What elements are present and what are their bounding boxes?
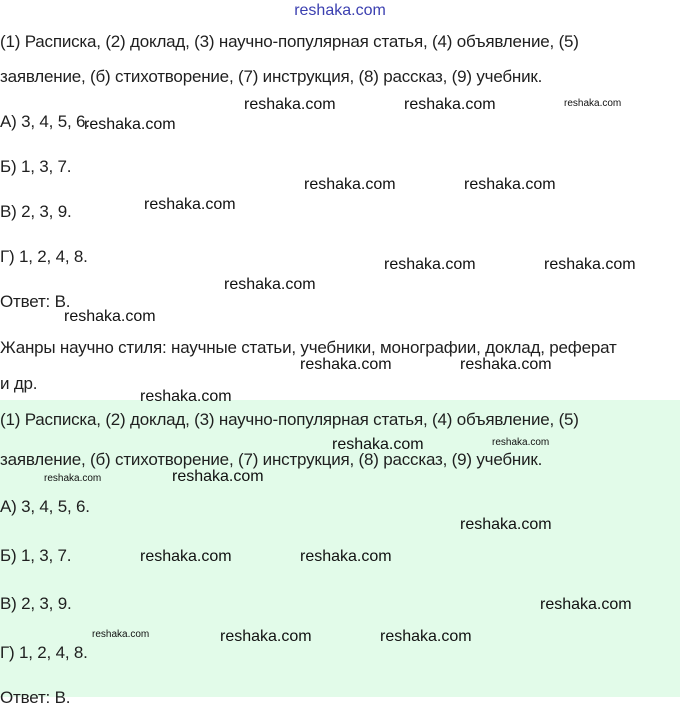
answer-text: Ответ: В.: [0, 292, 71, 311]
watermark: reshaka.com: [224, 276, 316, 293]
watermark: reshaka.com: [44, 473, 102, 484]
explanation-line-1: Жанры научно стиля: научные статьи, учебники, монографии, доклад, реферат: [0, 338, 617, 357]
watermark: reshaka.com: [304, 176, 396, 193]
answer-option-b: Б) 1, 3, 7.: [0, 157, 72, 176]
watermark: reshaka.com: [300, 356, 392, 373]
watermark: reshaka.com: [460, 356, 552, 373]
watermark: reshaka.com: [92, 629, 150, 640]
watermark: reshaka.com: [140, 548, 232, 565]
watermark: reshaka.com: [244, 96, 336, 113]
watermark: reshaka.com: [464, 176, 556, 193]
watermark: reshaka.com: [492, 437, 550, 448]
answer-option-c: В) 2, 3, 9.: [0, 202, 72, 221]
watermark: reshaka.com: [404, 96, 496, 113]
watermark: reshaka.com: [140, 388, 232, 405]
answer-option-d: Г) 1, 2, 4, 8.: [0, 643, 88, 662]
watermark: reshaka.com: [300, 548, 392, 565]
watermark: reshaka.com: [564, 98, 622, 109]
watermark: reshaka.com: [332, 436, 424, 453]
text-options-line-2: заявление, (б) стихотворение, (7) инструкция, (8) рассказ, (9) учебник.: [0, 67, 543, 86]
watermark: reshaka.com: [84, 116, 176, 133]
answer-option-a: А) 3, 4, 5, 6.: [0, 112, 90, 131]
text-options-line-2: заявление, (б) стихотворение, (7) инструкция, (8) рассказ, (9) учебник.: [0, 450, 543, 469]
watermark: reshaka.com: [544, 256, 636, 273]
watermark: reshaka.com: [380, 628, 472, 645]
text-options-line-1: (1) Расписка, (2) доклад, (3) научно-популярная статья, (4) объявление, (5): [0, 32, 579, 51]
text-options-line-1: (1) Расписка, (2) доклад, (3) научно-популярная статья, (4) объявление, (5): [0, 410, 579, 429]
watermark: reshaka.com: [460, 516, 552, 533]
watermark: reshaka.com: [144, 196, 236, 213]
answer-option-b: Б) 1, 3, 7.: [0, 546, 72, 565]
answer-option-d: Г) 1, 2, 4, 8.: [0, 247, 88, 266]
watermark: reshaka.com: [540, 596, 632, 613]
answer-text-partial: Ответ: В.: [0, 688, 71, 707]
watermark: reshaka.com: [64, 308, 156, 325]
site-header-link[interactable]: reshaka.com: [294, 2, 386, 19]
explanation-line-2: и др.: [0, 374, 38, 393]
watermark: reshaka.com: [220, 628, 312, 645]
answer-option-a: А) 3, 4, 5, 6.: [0, 497, 90, 516]
answer-option-c: В) 2, 3, 9.: [0, 594, 72, 613]
watermark: reshaka.com: [384, 256, 476, 273]
watermark: reshaka.com: [172, 468, 264, 485]
